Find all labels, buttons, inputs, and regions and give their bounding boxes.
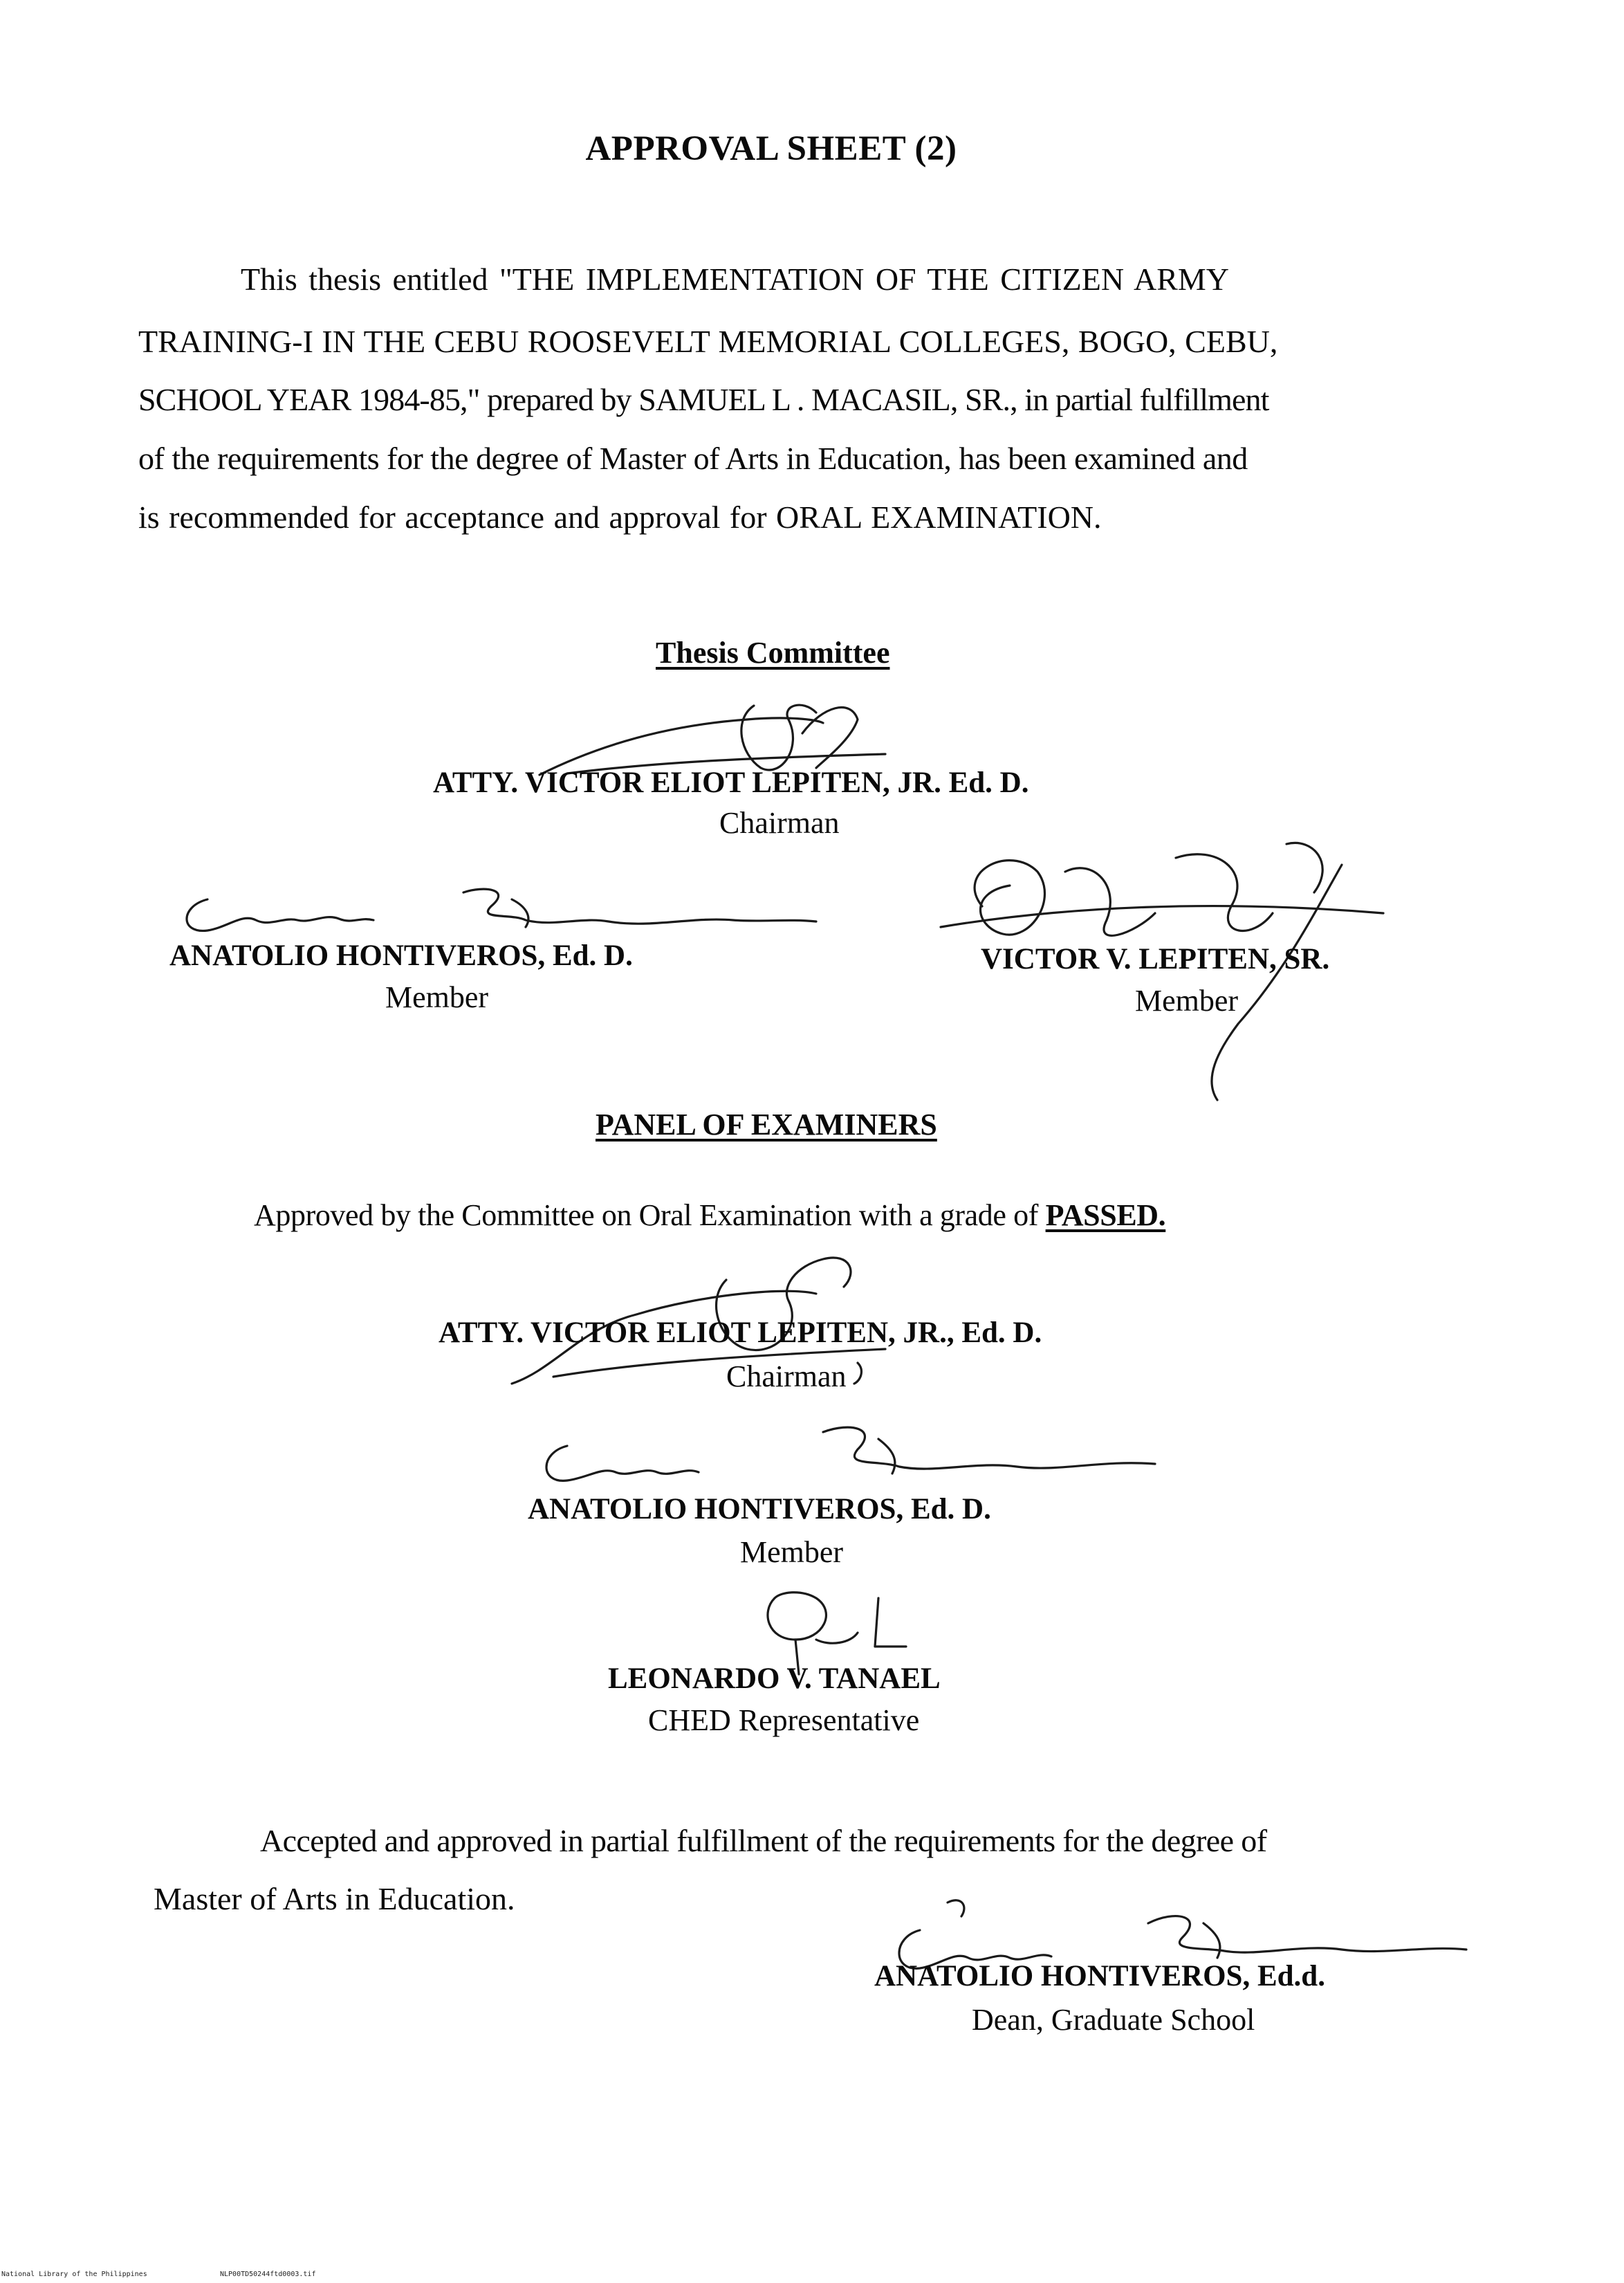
thesis-committee-heading: Thesis Committee xyxy=(656,636,890,670)
library-footer: National Library of the Philippines xyxy=(1,2271,147,2278)
committee-member-right-role: Member xyxy=(1135,984,1239,1018)
paragraph-line: is recommended for acceptance and approval for ORAL EXAMINATION. xyxy=(138,499,1102,535)
dean-role: Dean, Graduate School xyxy=(972,2003,1255,2037)
panel-chairman-role: Chairman xyxy=(726,1359,847,1393)
committee-member-left-role: Member xyxy=(385,980,489,1014)
panel-member-role: Member xyxy=(740,1535,844,1569)
paragraph-line: SCHOOL YEAR 1984-85," prepared by SAMUEL L . MACASIL, SR., in partial fulfillment xyxy=(138,382,1269,417)
committee-chairman-role: Chairman xyxy=(719,806,840,840)
grade-passed: PASSED. xyxy=(1045,1198,1166,1232)
paragraph-line: This thesis entitled "THE IMPLEMENTATION OF THE CITIZEN ARMY xyxy=(241,262,1230,297)
ched-representative-role: CHED Representative xyxy=(648,1703,920,1737)
panel-chairman-name: ATTY. VICTOR ELIOT LEPITEN, JR., Ed. D. xyxy=(439,1317,1042,1349)
signature-member-panel xyxy=(533,1418,1183,1494)
committee-chairman-name: ATTY. VICTOR ELIOT LEPITEN, JR. Ed. D. xyxy=(433,767,1029,799)
acceptance-line-1: Accepted and approved in partial fulfillment of the requirements for the degree of xyxy=(260,1823,1267,1858)
acceptance-line-2: Master of Arts in Education. xyxy=(154,1881,515,1916)
approval-text-label: Approved by the Committee on Oral Examination with a grade of xyxy=(254,1198,1038,1232)
paragraph-line: of the requirements for the degree of Master of Arts in Education, has been examined and xyxy=(138,441,1248,476)
signature-member-left xyxy=(166,879,830,941)
paragraph-line: TRAINING-I IN THE CEBU ROOSEVELT MEMORIAL COLLEGES, BOGO, CEBU, xyxy=(138,324,1278,359)
approval-text xyxy=(254,1200,1165,1231)
committee-member-left-name: ANATOLIO HONTIVEROS, Ed. D. xyxy=(169,939,633,972)
panel-member-name: ANATOLIO HONTIVEROS, Ed. D. xyxy=(528,1493,991,1525)
file-name-footer: NLP00TD50244ftd0003.tif xyxy=(220,2271,316,2278)
page-title: APPROVAL SHEET (2) xyxy=(585,129,957,168)
ched-representative-name: LEONARDO V. TANAEL xyxy=(608,1662,941,1695)
dean-name: ANATOLIO HONTIVEROS, Ed.d. xyxy=(874,1960,1325,1992)
committee-member-right-name: VICTOR V. LEPITEN, SR. xyxy=(981,943,1330,975)
panel-of-examiners-heading: PANEL OF EXAMINERS xyxy=(596,1108,937,1142)
